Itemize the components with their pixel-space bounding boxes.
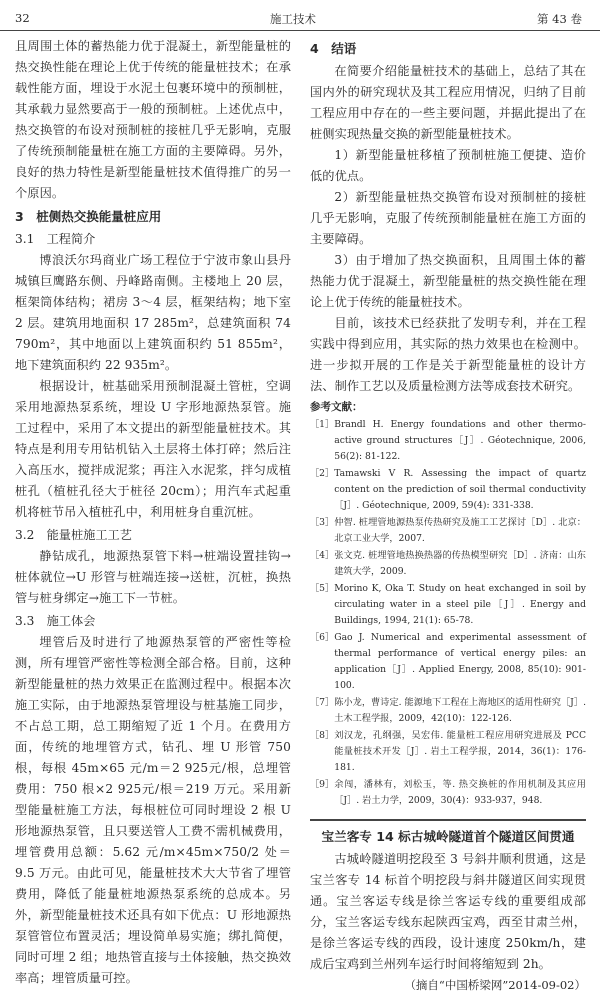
reference-item: ［8］ 刘汉龙，孔纲强，吴宏伟. 能量桩工程应用研究进展及 PCC 能量桩技术开发［J］. 岩土工程学报，2014，36(1)：176-181. (310, 730, 586, 773)
volume-label: 第 43 卷 (537, 12, 582, 26)
paragraph: 根据设计，桩基础采用预制混凝土管桩，空调采用地源热泵系统，埋设 U 字形地源热泵管。施工过程中，采用了本文提出的新型能量桩技术。其特点是利用专用钻机钻入土层将土体打碎；然后注入高压水，搅拌成泥浆；再注入水泥浆，拌匀成植桩孔（植桩孔径大于桩径 20cm）；用汽车式起重机将桩节吊入植桩孔中，利用桩身自重沉桩。 (15, 379, 291, 519)
paragraph: 1）新型能量桩移植了预制桩施工便捷、造价低的优点。 (310, 148, 586, 183)
page-header (0, 0, 600, 31)
reference-item: ［2］ Tamawski V R. Assessing the impact of quartz content on the prediction of soil thermal conductivity［J］. Géotechnique, 2009, 59(4): 331-338. (310, 468, 586, 511)
section-3-3-title: 3.3 施工体会 (15, 614, 96, 628)
reference-item: ［7］ 陈小龙，曹诗定. 能源地下工程在上海地区的适用性研究［J］. 土木工程学报，2009，42(10)：122-126. (310, 697, 586, 724)
section-3-1-title: 3.1 工程简介 (15, 232, 96, 246)
section-3-title: 3 桩侧热交换能量桩应用 (15, 209, 162, 224)
section-4-title: 4 结语 (310, 41, 357, 56)
left-column (15, 36, 291, 989)
reference-item: ［1］ Brandl H. Energy foundations and other thermo-active ground structures［J］. Géotechnique, 2006, 56(2): 81-122. (310, 419, 586, 462)
paragraph: 静钻成孔，地源热泵管下料→桩端设置挂钩→桩体就位→U 形管与桩端连接→送桩，沉桩，换热管与桩身绑定→施工下一节桩。 (15, 549, 291, 605)
paragraph: 埋管后及时进行了地源热泵管的严密性等检测，所有埋管严密性等检测全部合格。目前，这种新型能量桩的热力效果正在监测过程中。根据本次施工实际，由于地源热泵管埋设与桩基施工同步，不占总工期，总工期缩短了近 1 个月。在费用方面，传统的地埋管方式，钻孔、埋 U 形管 750 根，每根 45m×65 元/m＝2 925元/根，总埋管费用：750 根×2 925元/根＝219 万元。采用新型能量桩施工方法，每根桩位可同时埋设 2 根 U 形地源热泵管，且只要送管人工费不需机械费用，埋管费用总额：5.62 元/m×45m×750/2 处＝9.5 万元。由此可见，能量桩技术大大节省了埋管费用，降低了能量桩地源热泵系统的总成本。另外，新型能量桩技术还具有如下优点：U 形地源热泵管管位布置灵活；埋设简单易实施；绑扎简便，同时可埋 2 组；地热管直接与土体接触，热交换效率高；埋管质量可控。 (15, 635, 291, 985)
news-title: 宝兰客专 14 标古城岭隧道首个隧道区间贯通 (321, 829, 575, 844)
reference-item: ［5］ Morino K, Oka T. Study on heat exchanged in soil by circulating water in a steel pile［J］. Energy and Buildings, 1994, 21(1): 65-78. (310, 583, 586, 626)
reference-item: ［9］ 余闯，潘林有，刘松玉，等. 热交换桩的作用机制及其应用［J］. 岩土力学，2009，30(4)：933-937，948. (310, 779, 586, 806)
paragraph: 在简要介绍能量桩技术的基础上，总结了其在国内外的研究现状及其工程应用情况，归纳了目前工程应用中存在的一些主要问题，并据此提出了在桩侧实现热量交换的新型能量桩技术。 (310, 64, 586, 141)
intro-paragraph: 且周围土体的蓄热能力优于混凝土，新型能量桩的热交换性能在理论上优于传统的能量桩技术；在承载性能方面，埋设于水泥土包裹环境中的预制桩，其承载力显然要高于一般的预制桩。上述优点中，热交换管的布设对预制桩的接桩几乎无影响，克服了传统预制能量桩在施工方面的主要障碍。另外，良好的热力特性是新型能量桩技术值得推广的另一个原因。 (15, 39, 291, 200)
news-body: 古城岭隧道明挖段至 3 号斜井顺利贯通，这是宝兰客专 14 标首个明挖段与斜井隧道区间实现贯通。宝兰客运专线是徐兰客运专线的重要组成部分，宝兰客运专线东起陕西宝鸡，西至甘肃兰州，是徐兰客运专线的西段，设计速度 250km/h，建成后宝鸡到兰州列车运行时间将缩短到 2h。 (310, 852, 586, 971)
reference-item: ［6］ Gao J. Numerical and experimental assessment of thermal performance of vertical energy piles: an application［J］. Applied Energy, 2008, 85(10): 901-100. (310, 632, 586, 691)
paragraph: 2）新型能量桩热交换管布设对预制桩的接桩几乎无影响，克服了传统预制能量桩在施工方面的主要障碍。 (310, 190, 586, 246)
page-number: 32 (15, 11, 30, 25)
divider (310, 819, 586, 821)
references-title: 参考文献： (310, 401, 363, 413)
reference-item: ［4］ 张文克. 桩埋管地热换热器的传热模型研究［D］. 济南：山东建筑大学，2009. (310, 550, 586, 577)
journal-title: 施工技术 (270, 12, 316, 26)
reference-item: ［3］ 仲智. 桩埋管地源热泵传热研究及施工工艺探讨［D］. 北京：北京工业大学，2007. (310, 517, 586, 544)
section-3-2-title: 3.2 能量桩施工工艺 (15, 528, 132, 542)
paragraph: 3）由于增加了热交换面积，且周围土体的蓄热能力优于混凝土，新型能量桩的热交换性能在理论上优于传统的能量桩技术。 (310, 253, 586, 309)
right-column (310, 36, 586, 995)
reference-list (310, 417, 586, 809)
paragraph: 博浪沃尔玛商业广场工程位于宁波市象山县丹城镇巨鹰路东侧、丹峰路南侧。主楼地上 20 层，框架筒体结构；裙房 3～4 层，框架结构；地下室 2 层。建筑用地面积 17 285m²，总建筑面积 74 790m²，其中地面以上建筑面积约 51 855m²，地下建筑面积约 22 935m²。 (15, 253, 291, 372)
news-source: （摘自“中国桥梁网”2014-09-02） (404, 978, 586, 992)
paragraph: 目前，该技术已经获批了发明专利，并在工程实践中得到应用，其实际的热力效果也在检测中。进一步拟开展的工作是关于新型能量桩的设计方法、制作工艺以及质量检测方法等成套技术研究。 (310, 316, 586, 393)
